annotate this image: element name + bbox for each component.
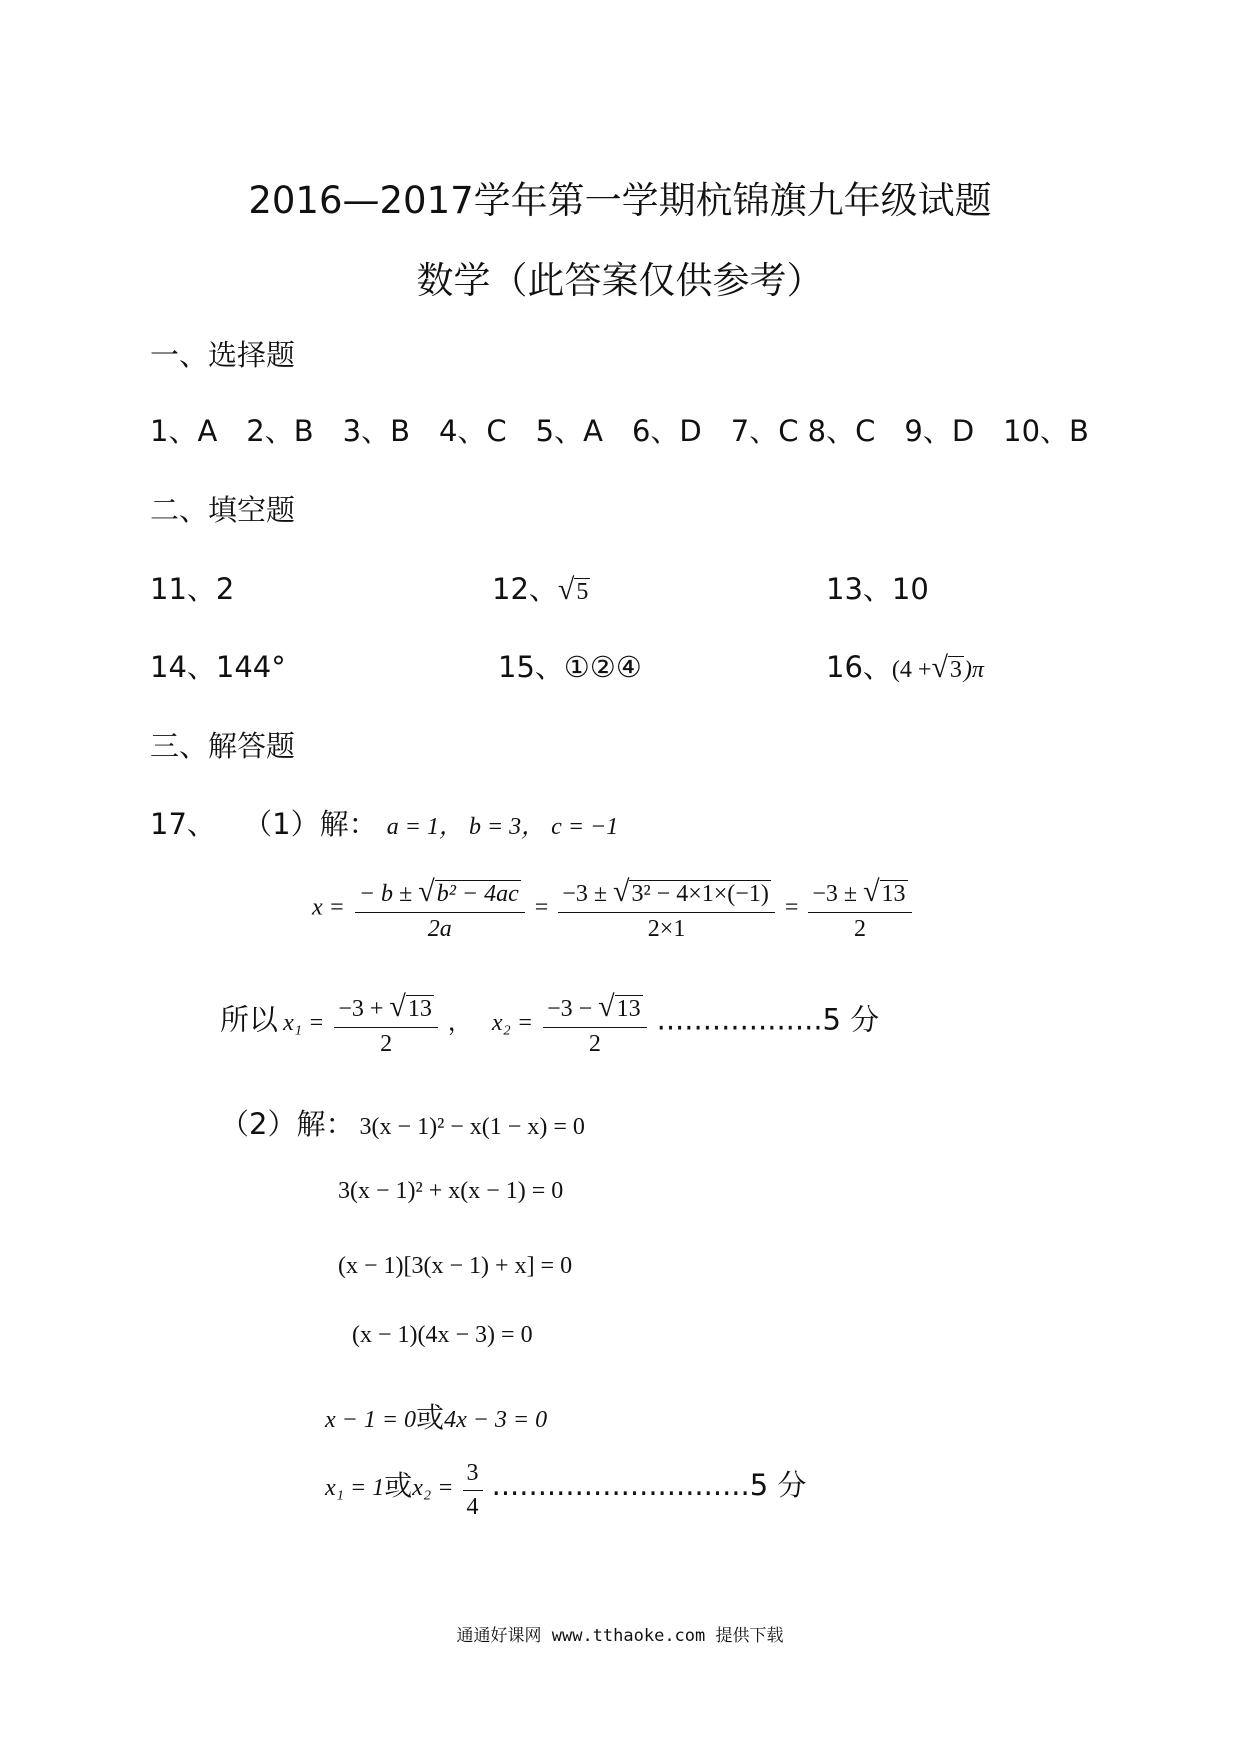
part1-score: ..................5 分 xyxy=(656,1002,880,1037)
q17-number: 17、 xyxy=(150,807,216,841)
section-heading-solve: 三、解答题 xyxy=(150,729,296,763)
page-subtitle: 数学（此答案仅供参考） xyxy=(416,259,824,302)
formula-fraction-simplified: $\frac{-3 \pm √13}{2}$ xyxy=(808,875,911,943)
q17-header xyxy=(150,802,618,843)
formula-fraction-substituted: $\frac{\text{−3 ± √3² − 4×1×(−1)}}{2\times 1}$ xyxy=(558,875,775,943)
footer-source: 通通好课网 www.tthaoke.com 提供下载 xyxy=(456,1626,784,1646)
part2-final: x₁ = 1或x₂ = $\frac{3}{4}$ ............................5 分 xyxy=(325,1460,807,1520)
part2-line-3: (x − 1)[3(x − 1) + x] = 0 xyxy=(338,1253,573,1279)
part1-label: （1）解： xyxy=(243,807,378,841)
answer-11: 11、2 xyxy=(150,572,235,606)
part2-label: （2）解： xyxy=(220,1107,355,1141)
part2-line-4: (x − 1)(4x − 3) = 0 xyxy=(352,1322,533,1348)
part2-line-1: 3(x − 1)² − x(1 − x) = 0 xyxy=(359,1114,585,1140)
section-heading-fill: 二、填空题 xyxy=(150,493,296,527)
page-title: 2016—2017学年第一学期杭锦旗九年级试题 xyxy=(248,179,992,222)
part1-given: a = 1， b = 3， c = −1 xyxy=(386,814,619,840)
part1-result: 所以 x₁ = $\frac{-3 + √13}{2}$ ， x₂ = $\frac{-3 - √13}{2}$ ..................5 分 xyxy=(220,990,880,1057)
part2-score: ............................5 分 xyxy=(491,1468,807,1502)
answer-14: 14、144° xyxy=(150,650,286,684)
formula-fraction-general: $\frac{\text{− b ± √b² − 4ac}}{2a}$ xyxy=(355,875,525,943)
part2-line-2: 3(x − 1)² + x(x − 1) = 0 xyxy=(338,1178,564,1204)
choice-answers: 1、A 2、B 3、B 4、C 5、A 6、D 7、C 8、C 9、D 10、B xyxy=(150,414,1089,448)
quadratic-formula: x = $\frac{\text{− b ± √b² − 4ac}}{2a}$ = $\frac{\text{−3 ± √3² − 4×1×(−1)}}{2\times 1}$ = $\frac{-3 \pm √13}{2}$ xyxy=(312,875,916,943)
answer-15: 15、①②④ xyxy=(498,650,642,684)
section-heading-choice: 一、选择题 xyxy=(150,338,296,372)
part2-header xyxy=(220,1102,585,1143)
answer-12: 12、√5 xyxy=(492,572,589,606)
answer-16: 16、(4 +√3)π xyxy=(826,650,984,684)
answer-13: 13、10 xyxy=(826,572,929,606)
part2-line-5: x − 1 = 0或4x − 3 = 0 xyxy=(325,1401,548,1434)
